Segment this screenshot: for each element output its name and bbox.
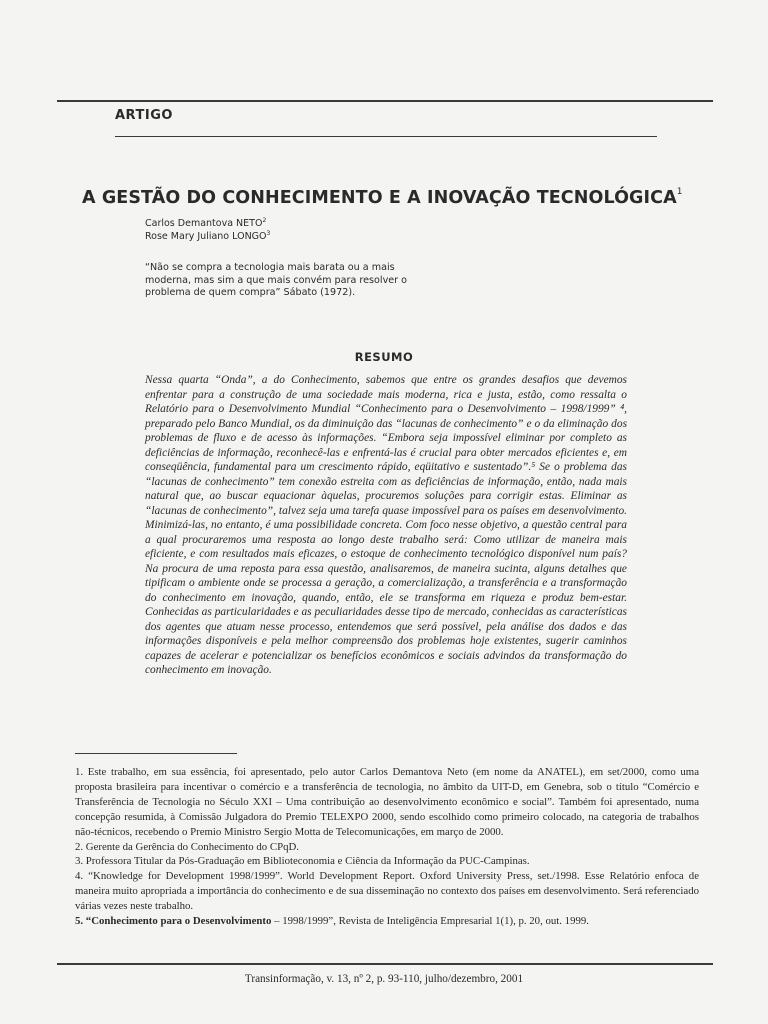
- footnote-5-title: 5. “Conhecimento para o Desenvolvimento: [75, 915, 272, 928]
- author-2: [145, 230, 270, 242]
- abstract-heading: RESUMO: [354, 350, 414, 364]
- header-top-rule: [57, 100, 713, 102]
- author-1: [145, 217, 266, 229]
- footnote-3: 3. Professora Titular da Pós-Graduação em Biblioteconomia e Ciência da Informação da PUC-Campinas.: [75, 855, 530, 868]
- header-bottom-rule: [115, 136, 657, 137]
- article-title-text: A GESTÃO DO CONHECIMENTO E A INOVAÇÃO TECNOLÓGICA: [82, 188, 677, 208]
- footnote-2: 2. Gerente da Gerência do Conhecimento do CPqD.: [75, 840, 299, 853]
- abstract-body: Nessa quarta “Onda”, a do Conhecimento, sabemos que entre os grandes desafios que devemos enfrentar para a construção de uma sociedade mais moderna, rica e justa, estão, como ressalta o Relatório para o Desenvolvimento Mundial “Conhecimento para o Desenvolvimento – 1998/1999” ⁴, preparado pelo Banco Mundial, os da diminuição das “lacunas de conhecimento” e o da eliminação dos problemas de fluxo e de acesso às informações. “Embora seja impossível eliminar por completo as deficiências de informação, reconhecê-las e enfrentá-las é crucial para obter mercados eficientes e, em conseqüência, fundamental para um crescimento rápido, eqüitativo e sustentado”.⁵ Se o problema das “lacunas de conhecimento” tem conexão estreita com as deficiências de informação, então, nada mais natural que, ao buscar equacionar àquelas, procuremos soluções para corrigir estas. Eliminar as “lacunas de conhecimento”, talvez seja uma tarefa quase impossível para os países em desenvolvimento. Minimizá-las, no entanto, é uma possibilidade concreta. Com foco nesse objetivo, a questão central para a qual procuraremos uma resposta ao longo deste trabalho será: Como utilizar de maneira mais eficiente, e com resultados mais eficazes, o estoque de conhecimento tecnológico disponível num país? Na procura de uma reposta para essa questão, analisaremos, de maneira sucinta, alguns detalhes que tipificam o ambiente onde se processa a geração, a comercialização, a transferência e a transformação do conhecimento em inovação, quando, então, ele se transforma em riqueza e produz bem-estar. Conhecidas as particularidades e as peculiaridades desse tipo de mercado, conhecidas as características dos agentes que atuam nesse processo, entendemos que será possível, pela análise dos dados e das informações disponíveis e pela melhor compreensão dos problemas hoje existentes, sugerir caminhos capazes de acelerar e potencializar os benefícios econômicos e sociais advindos da transformação do conhecimento em inovação.: [145, 374, 627, 676]
- author-footnote-marker: 2: [262, 217, 267, 224]
- title-footnote-marker: 1: [676, 187, 683, 197]
- epigraph: “Não se compra a tecnologia mais barata ou a mais moderna, mas sim a que mais convém para resolver o problema de quem compra” Sábato (1972).: [145, 262, 408, 298]
- footnote-1: 1. Este trabalho, em sua essência, foi apresentado, pelo autor Carlos Demantova Neto (em nome da ANATEL), em set/2000, como uma proposta brasileira para incentivar o comércio e a transferência de tecnologia, no âmbito da UIT-D, em Genebra, sob o título “Comércio e Transferência de Tecnologia no Século XXI – Uma contribuição ao desenvolvimento econômico e social”. Também foi apresentado, numa concepção resumida, à Comissão Julgadora do Premio TELEXPO 2000, sendo escolhido como primeiro colocado, na categoria de trabalhos não-técnicos, recebendo o Premio Ministro Sergio Motta de Telecomunicações, em março de 2000.: [75, 766, 699, 838]
- author-name: Carlos Demantova NETO: [145, 218, 263, 229]
- footnote-4: 4. “Knowledge for Development 1998/1999”. World Development Report. Oxford University Press, set./1998. Esse Relatório enfoca de maneira muito apropriada a importância do conhecimento e de sua disseminação no contexto dos países em desenvolvimento. Será referenciado várias vezes neste trabalho.: [75, 870, 699, 913]
- footnote-separator: [75, 753, 237, 754]
- author-footnote-marker: 3: [266, 230, 271, 237]
- author-name: Rose Mary Juliano LONGO: [145, 231, 267, 242]
- footnotes: [75, 765, 699, 929]
- footer-rule: [57, 963, 713, 965]
- footnote-5: [75, 914, 699, 929]
- article-title: [82, 187, 702, 208]
- section-label: ARTIGO: [115, 108, 173, 123]
- page-citation: Transinformação, v. 13, nº 2, p. 93-110, julho/dezembro, 2001: [244, 973, 524, 985]
- footnote-5-rest: – 1998/1999”, Revista de Inteligência Empresarial 1(1), p. 20, out. 1999.: [271, 915, 589, 928]
